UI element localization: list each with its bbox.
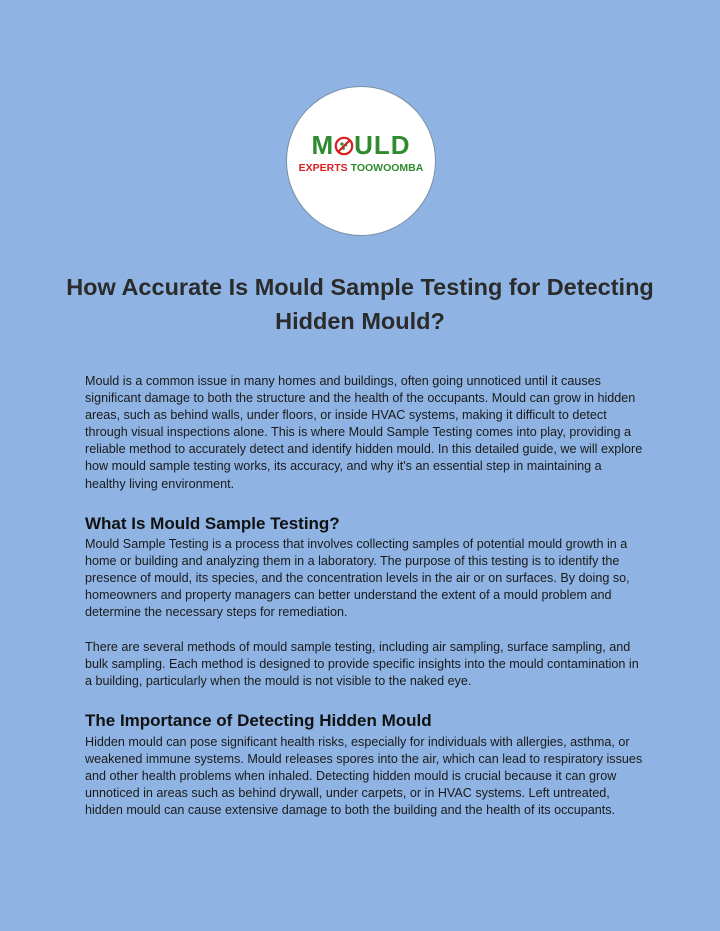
logo-subtitle: [287, 161, 435, 175]
company-logo: [286, 86, 436, 236]
page-title: How Accurate Is Mould Sample Testing for Detecting Hidden Mould?: [66, 274, 654, 334]
section-heading-importance: The Importance of Detecting Hidden Mould: [85, 711, 432, 730]
section1-paragraph-1: Mould Sample Testing is a process that involves collecting samples of potential mould growth in a home or building and analyzing them in a laboratory. The purpose of this testing is to identify the presence of mould, its species, and the concentration levels in the air or on surfaces. By doing so, homeowners and property managers can better understand the extent of a mould problem and determine the necessary steps for remediation.: [85, 537, 630, 620]
logo-town-text: TOOWOOMBA: [350, 162, 424, 174]
section-heading-what-is: What Is Mould Sample Testing?: [85, 514, 340, 533]
logo-letters-uld: ULD: [354, 130, 411, 160]
logo-letter-m: M: [311, 130, 335, 160]
no-mould-icon: [334, 136, 354, 156]
logo-experts-text: EXPERTS: [298, 162, 348, 174]
section1-paragraph-2: There are several methods of mould sample testing, including air sampling, surface sampling, and bulk sampling. Each method is designed to provide specific insights into the mould contamination in a building, particularly when the mould is not visible to the naked eye.: [85, 640, 639, 689]
intro-paragraph: Mould is a common issue in many homes and buildings, often going unnoticed until it causes significant damage to both the structure and the health of the occupants. Mould can grow in hidden areas, such as behind walls, under floors, or inside HVAC systems, making it difficult to detect through visual inspections alone. This is where Mould Sample Testing comes into play, providing a reliable method to accurately detect and identify hidden mould. In this detailed guide, we will explore how mould sample testing works, its accuracy, and why it's an essential step in maintaining a healthy living environment.: [85, 374, 643, 491]
logo-wordmark: [287, 131, 435, 159]
section2-paragraph-1: Hidden mould can pose significant health risks, especially for individuals with allergies, asthma, or weakened immune systems. Mould releases spores into the air, which can lead to respiratory issues and other health problems when inhaled. Detecting hidden mould is crucial because it can grow unnoticed in areas such as behind drywall, under carpets, or in HVAC systems. Left untreated, hidden mould can cause extensive damage to both the building and the health of its occupants.: [85, 735, 643, 818]
